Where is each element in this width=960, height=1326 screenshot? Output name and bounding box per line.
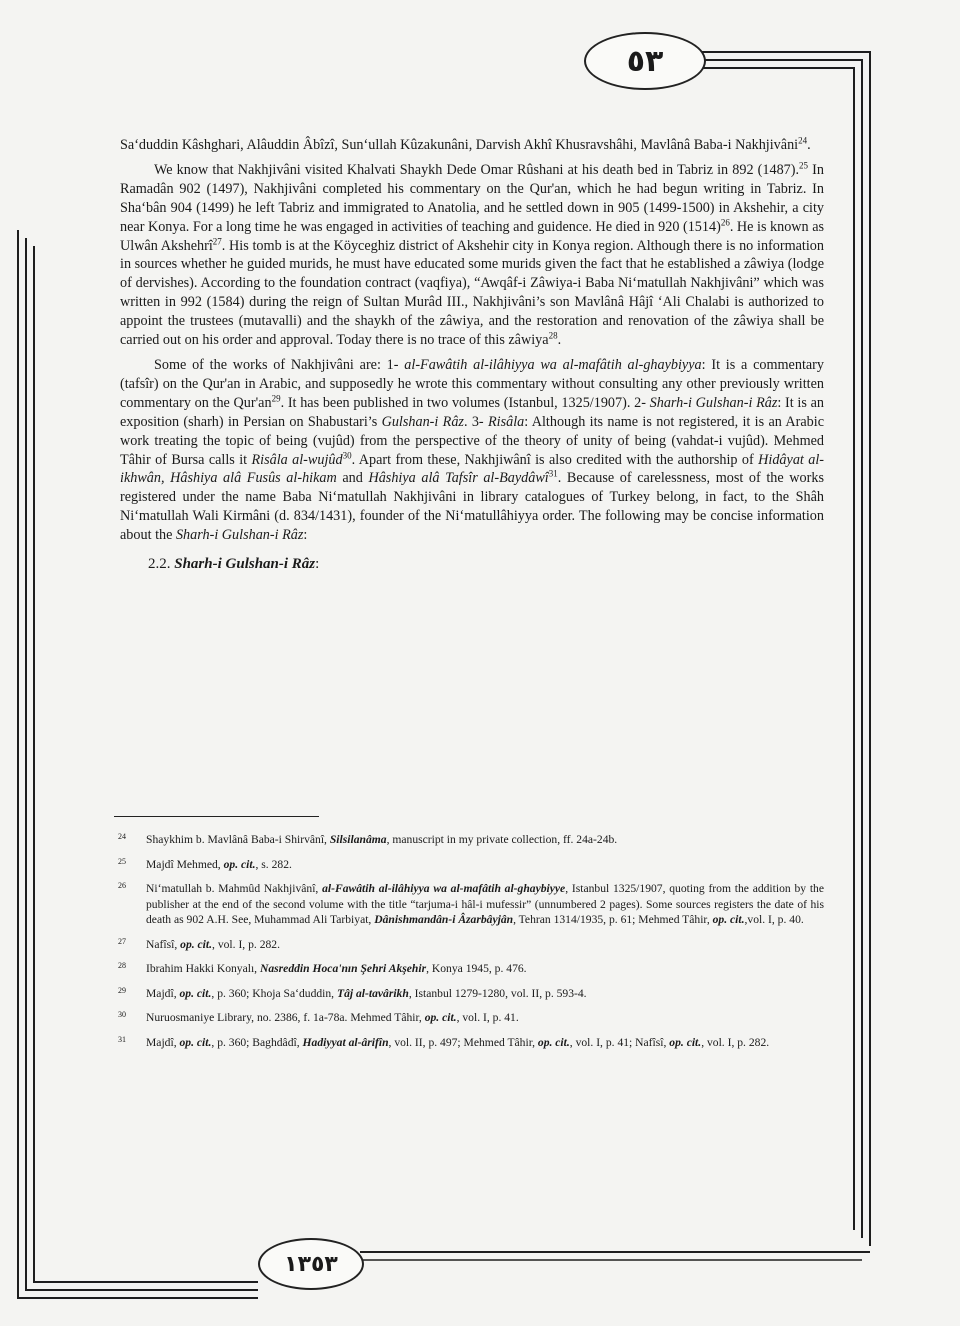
footnote-28: 28 Ibrahim Hakki Konyalı, Nasreddin Hoca'nın Şehri Akşehir, Konya 1945, p. 476. [118, 961, 527, 975]
footnote-ref: 31 [548, 468, 558, 479]
paragraph-2: We know that Nakhjivâni visited Khalvati Shaykh Dede Omar Rûshani at his death bed in Tabriz in 892 (1487).$^{25}$ In Ramadân 902 (1497), Nakhjivâni completed his commentary on the Qur'an, which he had begun writing in Tabriz. In Sha‘bân 904 (1499) he left Tabriz and immigrated to Anatolia, and he settled down in 905 (1499-1500) in Akshehir, a city near Konya. For a long time he was engaged in activities of teaching and guidence. He died in 920 $(1514)^{26}$. He is known as Ulwân Akshehrî$^{27}$. His tomb is at the Köyceghiz district of Akshehir city in Konya region. Although there is no information in sources whether he guided murids, he must have educated some murids given the fact that he established a zâwiya (lodge of dervishes). According to the foundation contract (vaqfiya), “Awqâf-i Zâwiya-i Baba Ni‘matullah Nakhjivâni” which was written in 992 (1584) during the reign of Sultan Murâd III., Nakhjivâni’s son Mavlânâ Hâjî ‘Ali Chalabi is authorized to appoint the trustees (mutavalli) and the shaykh of the zâwiya, and the restoration and renovation of the zâwiya shall be carried out on his order and approval. Today there is no trace of this zâwiya$^{28}$. [120, 160, 825, 349]
footnote-27: 27 Nafîsî, op. cit., vol. I, p. 282. [118, 936, 280, 951]
footnote-ref: 28 [548, 330, 558, 341]
footnote-25: 25 Majdî Mehmed, op. cit., s. 282. [118, 856, 292, 871]
page-number-bottom: ١٣٥٣ [258, 1238, 364, 1290]
section-heading: 2.2. Sharh-i Gulshan-i Râz: [148, 556, 320, 573]
footnote-divider [114, 816, 319, 817]
footnotes [118, 832, 824, 1059]
paragraph-1: Sa‘duddin Kâshghari, Alâuddin Âbîzî, Sun‘ullah Kûzakunâni, Darvish Akhî Khusravshâhi, Mavlânâ Baba-i Nakhjivâni$^{24}$. [120, 135, 811, 153]
footnote-ref: 25 [799, 160, 809, 171]
footnote-ref: 27 [212, 235, 222, 246]
footnote-ref: 29 [271, 393, 281, 404]
footnote-26: 26 Ni‘matullah b. Mahmûd Nakhjivânî, al-Fawâtih al-ilâhiyya wa al-mafâtih al-ghaybiyye, Istanbul 1325/1907, quoting from the addition by the publisher at the end of the second volume with the title “tarjuma-i hâl-i mufessir” (unnumbered 2 pages). Some sources registers the date of his death as 902 A.H. See, Muhammad Ali Tarbiyat, Dânishmandân-i Âzarbâyjân, Tehran 1314/1935, p. 61; Mehmed Tâhir, op. cit.,vol. I, p. 40. [118, 881, 824, 926]
footnote-24: 24 Shaykhim b. Mavlânâ Baba-i Shirvânî, Silsilanâma, manuscript in my private collection, ff. 24a-24b. [118, 832, 618, 846]
main-text [120, 136, 824, 574]
footnote-29: 29 Majdî, op. cit., p. 360; Khoja Sa‘duddin, Tâj al-tavârikh, Istanbul 1279-1280, vol. II, p. 593-4. [118, 985, 587, 1000]
page-number-top: ٥٣ [584, 32, 706, 90]
paragraph-3: Some of the works of Nakhjivâni are: 1- al-Fawâtih al-ilâhiyya wa al-mafâtih al-ghaybiyya: It is a commentary (tafsîr) on the Qur'an in Arabic, and supposedly he wrote this commentary without consulting any other previously written commentary on the $Qur'an^{29}$. It has been published in two volumes (Istanbul, 1325/1907). 2- Sharh-i Gulshan-i Râz: It is an exposition (sharh) in Persian on Shabustari’s Gulshan-i Râz. 3- Risâla: Although its name is not registered, it is an Arabic work treating the topic of being (vujûd) from the perspective of the theory of unity of being (vahdat-i vujûd). Mehmed Tâhir of Bursa calls it Risâla al-wujûd$^{30}$. Apart from these, Nakhjiwânî is also credited with the authorship of Hidâyat al-ikhwân, Hâshiya alâ Fusûs al-hikam and Hâshiya alâ Tafsîr al-Baydâwî$^{31}$. Because of carelessness, most of the works registered under the name Baba Ni‘matullah Nakhjivâni in library catalogues of Turkey belong, in fact, to the Shâh Ni‘matullah Wali Kirmâni (d. 834/1431), founder of the Ni‘matullâhiyya order. The following may be concise information about the Sharh-i Gulshan-i Râz: [120, 356, 825, 544]
footnote-ref: 24 [798, 135, 808, 146]
footnote-ref: 26 [720, 216, 730, 227]
footnote-31: 31 Majdî, op. cit., p. 360; Baghdâdî, Hadiyyat al-ârifîn, vol. II, p. 497; Mehmed Tâhir, op. cit., vol. I, p. 41; Nafîsî, op. cit., vol. I, p. 282. [118, 1034, 770, 1049]
footnote-ref: 30 [342, 449, 352, 460]
footnote-30: 30 Nuruosmaniye Library, no. 2386, f. 1a-78a. Mehmed Tâhir, op. cit., vol. I, p. 41. [118, 1010, 519, 1024]
